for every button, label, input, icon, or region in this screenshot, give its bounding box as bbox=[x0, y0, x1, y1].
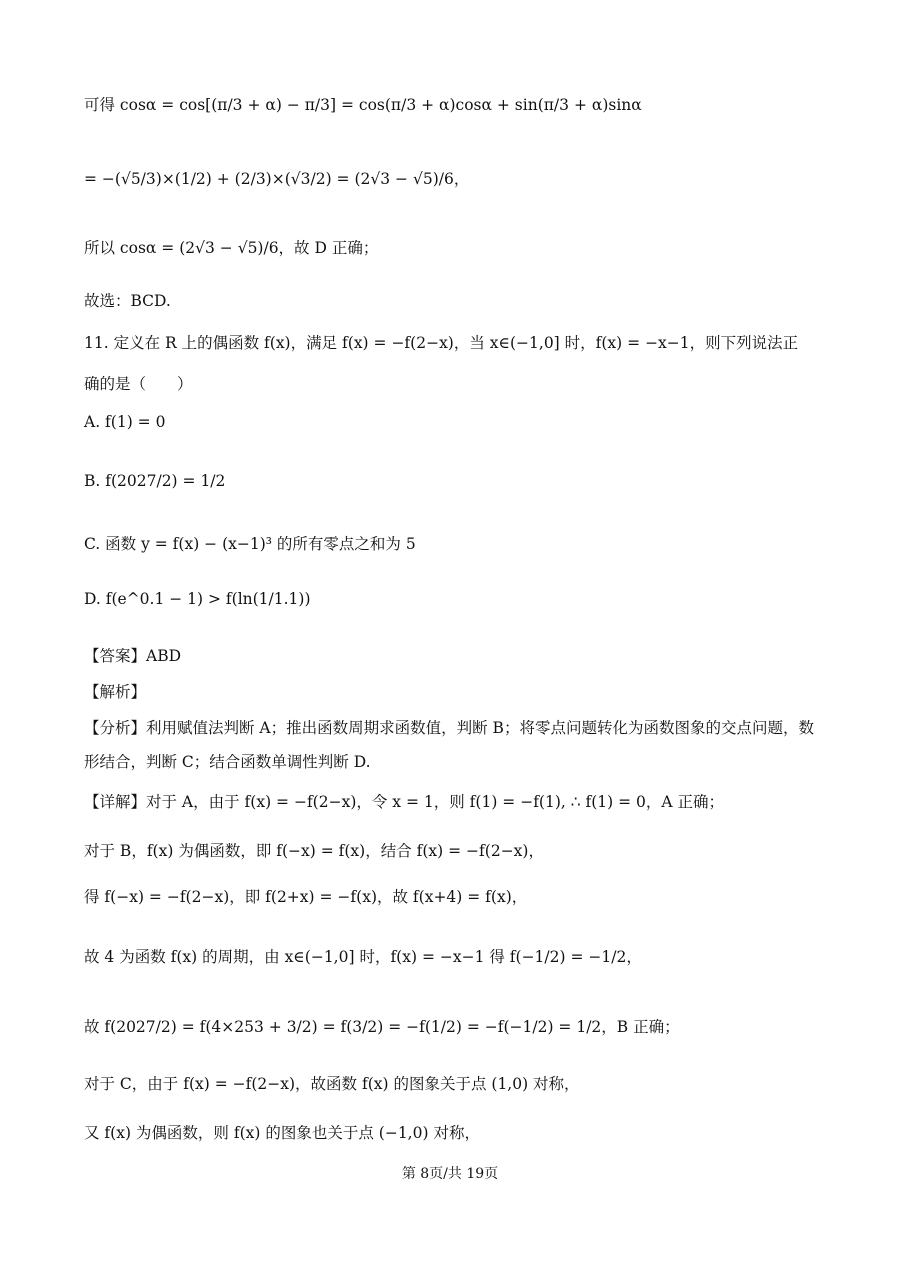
text-line: = −(√5/3)×(1/2) + (2/3)×(√3/2) = (2√3 − √5)/6， bbox=[84, 170, 470, 188]
text-line: 故 f(2027/2) = f(4×253 + 3/2) = f(3/2) = −f(1/2) = −f(−1/2) = 1/2，B 正确； bbox=[84, 1018, 680, 1036]
option-a: A. f(1) = 0 bbox=[84, 413, 166, 431]
answer-heading: 【答案】ABD bbox=[84, 647, 182, 665]
text-line: 对于 C，由于 f(x) = −f(2−x)，故函数 f(x) 的图象关于点 (1,0) 对称， bbox=[84, 1075, 580, 1093]
option-d: D. f(e^0.1 − 1) > f(ln(1/1.1)) bbox=[84, 590, 311, 608]
text-line: 可得 cosα = cos[(π/3 + α) − π/3] = cos(π/3 + α)cosα + sin(π/3 + α)sinα bbox=[84, 96, 642, 114]
text-line: 所以 cosα = (2√3 − √5)/6，故 D 正确； bbox=[84, 239, 379, 257]
text-line: 故 4 为函数 f(x) 的周期，由 x∈(−1,0] 时，f(x) = −x−1 得 f(−1/2) = −1/2， bbox=[84, 948, 642, 966]
page-footer: 第 8页/共 19页 bbox=[401, 1166, 499, 1182]
text-line: 故选：BCD. bbox=[84, 292, 171, 310]
text-line: 【分析】利用赋值法判断 A；推出函数周期求函数值，判断 B；将零点问题转化为函数图象的交点问题，数 bbox=[84, 719, 814, 737]
text-line: 得 f(−x) = −f(2−x)，即 f(2+x) = −f(x)，故 f(x+4) = f(x)， bbox=[84, 888, 528, 906]
text-line: 对于 B，f(x) 为偶函数，即 f(−x) = f(x)，结合 f(x) = −f(2−x)， bbox=[84, 842, 544, 860]
text-line: 又 f(x) 为偶函数，则 f(x) 的图象也关于点 (−1,0) 对称， bbox=[84, 1124, 480, 1142]
text-line: 【详解】对于 A，由于 f(x) = −f(2−x)，令 x = 1，则 f(1) = −f(1), ∴ f(1) = 0，A 正确； bbox=[84, 793, 725, 811]
analysis-heading: 【解析】 bbox=[84, 683, 147, 701]
question-stem: 11. 定义在 R 上的偶函数 f(x)，满足 f(x) = −f(2−x)，当 x∈(−1,0] 时，f(x) = −x−1，则下列说法正 bbox=[84, 334, 799, 352]
text-line: 确的是（ ） bbox=[84, 375, 193, 393]
text-line: 形结合，判断 C；结合函数单调性判断 D. bbox=[84, 753, 371, 771]
option-b: B. f(2027/2) = 1/2 bbox=[84, 472, 226, 490]
option-c: C. 函数 y = f(x) − (x−1)³ 的所有零点之和为 5 bbox=[84, 535, 416, 553]
